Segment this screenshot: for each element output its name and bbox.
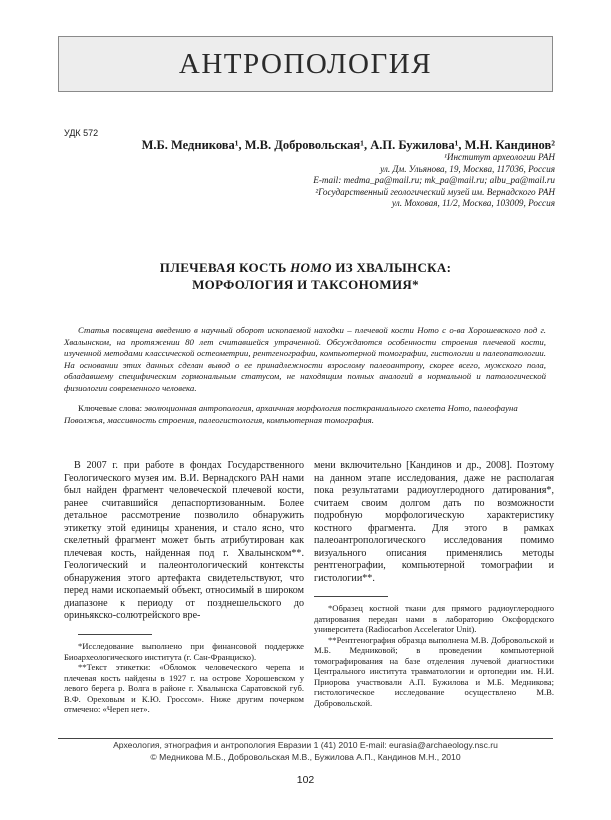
keywords-label: Ключевые слова:	[78, 403, 143, 413]
abstract: Статья посвящена введению в научный оборот ископаемой находки – плечевой кости Homo с о-ва Хорошевского под г. Хвалынском, на протяжении 80 лет считавшейся утраченной. Обсуждаются особенности строения плечевой кости, изученной методами классической остеометрии, рентгенографии, компьютерной томографии, гистологии и палеопатологии. На основании этих данных сделан вывод о ее принадлежности взрослому палеоантропу, скорее всего, мужского пола, обладавшему специфическим гормональным статусом, не находящим полных аналогий в нормальной и патологической физиологии современного человека.	[64, 325, 546, 393]
affiliation-line: ¹Институт археологии РАН	[444, 152, 555, 162]
footnote: *Образец костной ткани для прямого радиоуглеродного датирования передан нами в лабораторию Оксфордского университета (Radiocarbon Accelerator Unit).	[314, 603, 554, 634]
footnote: *Исследование выполнено при финансовой поддержке Биоархеологического института (г. Сан-Франциско).	[64, 641, 304, 662]
footnote-divider	[314, 596, 388, 597]
section-title: АНТРОПОЛОГИЯ	[178, 47, 433, 80]
section-banner	[58, 36, 553, 92]
body-column-right: мени включительно [Кандинов и др., 2008]. Поэтому на данном этапе исследования, даже не располагая пока результатами радиоуглеродного датирования*, считаем своим долгом дать по возможности подробную морфологическую характеристику костного фрагмента. Для этого в рамках палеоантропологического исследования помимо визуального описания применялись методы рентгенографии, компьютерной томографии и гистологии**.	[314, 460, 554, 584]
body-column-left: В 2007 г. при работе в фондах Государственного Геологического музея им. В.И. Вернадского РАН нами был найден фрагмент человеческой плечевой кости, ранее считавшийся депаспортизованным. Более детальное рассмотрение позволило обнаружить этикетку этой единицы хранения, и стало ясно, что скелетный фрагмент может быть атрибутирован как плечевая кость, найденная под г. Хвалынском**. Геологический и палеонтологический контексты обнаружения этого артефакта свидетельствуют, что перед нами ископаемый объект, относимый в широком диапазоне к периоду от позднешельского до ориньякско-солютрейского вре-	[64, 460, 304, 621]
keywords	[64, 403, 546, 426]
page-number: 102	[296, 774, 315, 786]
affiliations	[313, 152, 555, 210]
footer-copyright: © Медникова М.Б., Добровольская М.В., Бужилова А.П., Кандинов М.Н., 2010	[150, 752, 461, 762]
title-part: ПЛЕЧЕВАЯ КОСТЬ	[159, 260, 291, 275]
title-line-2: МОРФОЛОГИЯ И ТАКСОНОМИЯ*	[192, 277, 419, 292]
affiliation-line: ²Государственный геологический музей им. Вернадского РАН	[315, 186, 555, 197]
footer-divider	[58, 738, 553, 739]
footer-journal: Археология, этнография и антропология Евразии 1 (41) 2010 E-mail: eurasia@archaeology.nsc.ru	[113, 740, 498, 750]
article-title	[0, 259, 611, 293]
affiliation-line: ул. Дм. Ульянова, 19, Москва, 117036, Россия	[380, 163, 555, 174]
affiliation-line: E-mail: medma_pa@mail.ru; mk_pa@mail.ru; albu_pa@mail.ru	[313, 175, 555, 185]
title-genus: HOMO	[290, 260, 332, 275]
title-part: ИЗ ХВАЛЫНСКА:	[331, 260, 452, 275]
keywords-text: эволюционная антропология, архаичная морфология посткраниального скелета Homo, палеофауна Поволжья, массивность строения, палеогистология, компьютерная томография.	[64, 403, 518, 425]
authors: М.Б. Медникова¹, М.В. Добровольская¹, А.П. Бужилова¹, М.Н. Кандинов²	[141, 138, 555, 152]
footnote: **Текст этикетки: «Обломок человеческого черепа и плечевая кость найдены в 1927 г. на острове Хорошевском у левого берега р. Волга в районе г. Хвалынска Саратовской губ. В.Ф. Ореховым и К.Ю. Гроссом». Ниже другим почерком отмечено: «Череп нет».	[64, 662, 304, 714]
footnote-divider	[78, 634, 152, 635]
footnote: **Рентгенография образца выполнена М.В. Добровольской и М.Б. Медниковой; в проведении компьютерной томографирования на базе отделения лучевой диагностики Центрального института травматологии и ортопедии им. Н.И. Приорова участвовали А.П. Бужилова и М.Б. Медникова; гистологическое исследование осуществлено М.В. Добровольской.	[314, 634, 554, 708]
footnotes-left	[64, 641, 304, 715]
udk-code: УДК 572	[64, 128, 99, 138]
affiliation-line: ул. Моховая, 11/2, Москва, 103009, Россия	[391, 198, 555, 208]
footnotes-right	[314, 603, 554, 708]
